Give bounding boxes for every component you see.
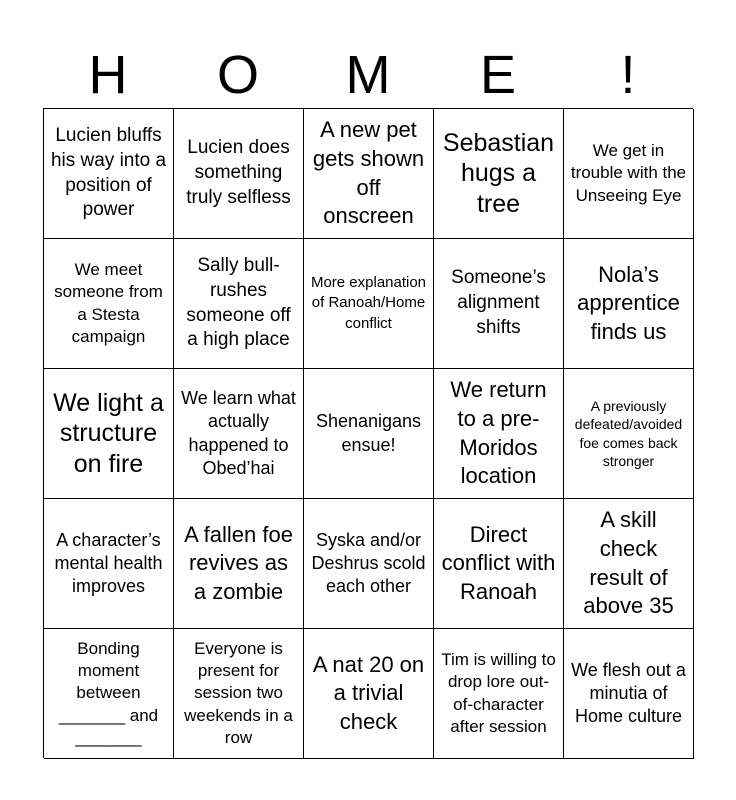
bingo-cell[interactable] [304,499,434,629]
bingo-cell[interactable] [304,239,434,369]
header-letter-exclaim: ! [620,45,636,105]
bingo-cell[interactable] [44,499,174,629]
cell-text: We get in trouble with the Unseeing Eye [570,141,687,205]
cell-text: Lucien bluffs his way into a position of power [50,125,167,221]
bingo-cell[interactable] [304,369,434,499]
bingo-cell[interactable] [174,239,304,369]
header-letter-e: E [479,45,517,105]
bingo-cell[interactable] [304,629,434,759]
cell-text: Sally bull-rushes someone off a high place [186,255,291,351]
cell-text: A skill check result of above 35 [583,507,674,619]
cell-text: A character’s mental health improves [54,529,163,597]
cell-text: More explanation of Ranoah/Home conflict [310,274,427,332]
cell-text: We learn what actually happened to Obed’hai [181,388,296,478]
cell-text: A nat 20 on a trivial check [312,651,425,734]
cell-text: Bonding moment between _______ and _______ [58,639,159,747]
cell-text: A fallen foe revives as a zombie [184,521,293,604]
bingo-cell[interactable] [174,629,304,759]
bingo-cell[interactable] [564,109,694,239]
cell-text: A previously defeated/avoided foe comes back stronger [574,398,683,469]
cell-text: Shenanigans ensue! [315,411,422,455]
bingo-cell[interactable] [44,239,174,369]
cell-text: Syska and/or Deshrus scold each other [311,529,426,597]
bingo-cell[interactable] [304,109,434,239]
cell-text: Sebastian hugs a tree [442,128,555,218]
bingo-cell[interactable] [44,369,174,499]
bingo-cell[interactable] [44,109,174,239]
cell-text: Direct conflict with Ranoah [441,521,556,604]
cell-text: A new pet gets shown off onscreen [312,117,425,229]
cell-text: Someone’s alignment shifts [451,267,546,338]
bingo-cell[interactable] [174,109,304,239]
bingo-cell[interactable] [174,369,304,499]
bingo-cell[interactable] [434,629,564,759]
cell-text: Nola’s apprentice finds us [577,261,680,344]
bingo-cell[interactable] [434,369,564,499]
bingo-cell[interactable] [434,109,564,239]
bingo-cell[interactable] [564,499,694,629]
bingo-cell[interactable] [174,499,304,629]
bingo-cell[interactable] [564,629,694,759]
cell-text: Tim is willing to drop lore out-of-character after session [441,650,556,736]
bingo-cell[interactable] [434,239,564,369]
bingo-cell[interactable] [564,239,694,369]
bingo-header [43,42,693,108]
cell-text: Everyone is present for session two weekends in a row [184,639,293,747]
cell-text: We return to a pre-Moridos location [450,377,547,489]
bingo-cell[interactable] [564,369,694,499]
header-letter-o: O [216,45,259,105]
cell-text: We meet someone from a Stesta campaign [54,260,163,346]
bingo-grid [43,108,693,758]
cell-text: We light a structure on fire [53,388,164,478]
bingo-cell[interactable] [44,629,174,759]
cell-text: We flesh out a minutia of Home culture [571,659,686,727]
cell-text: Lucien does something truly selfless [186,137,291,208]
header-letter-h: H [88,45,128,105]
header-letter-m: M [345,45,391,105]
bingo-cell[interactable] [434,499,564,629]
